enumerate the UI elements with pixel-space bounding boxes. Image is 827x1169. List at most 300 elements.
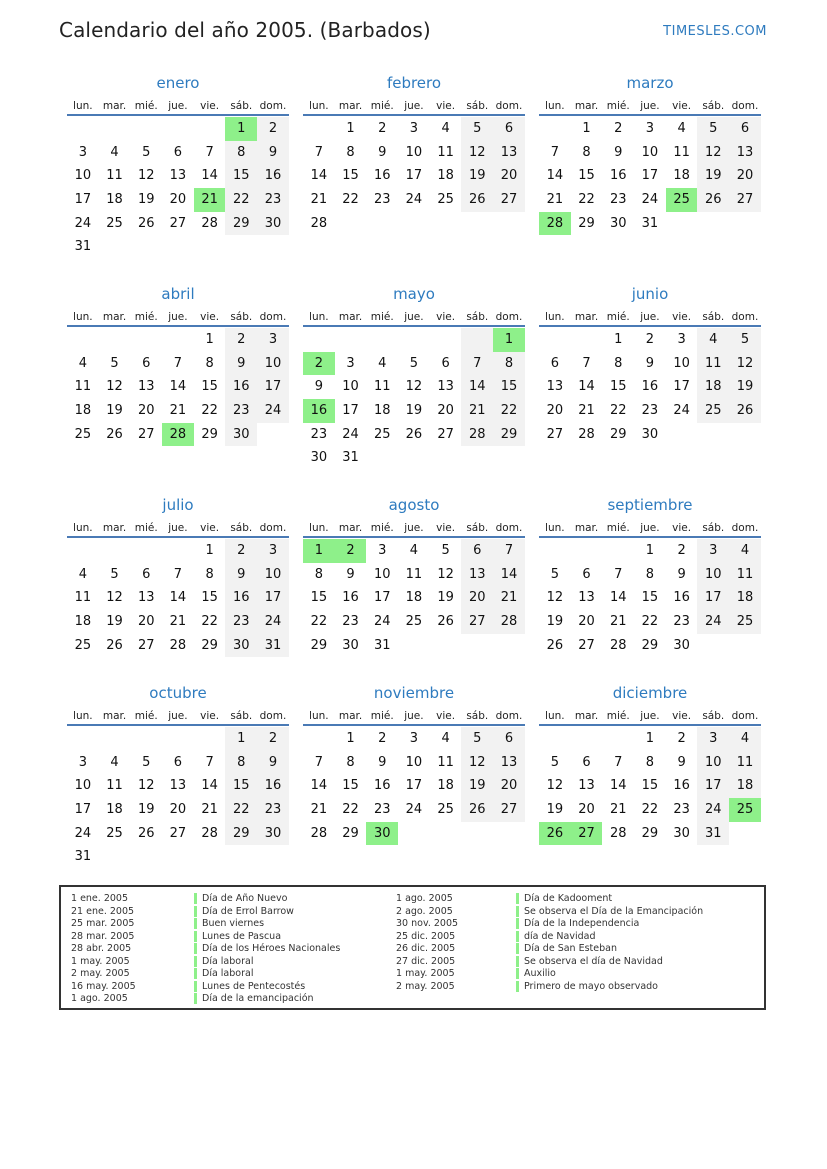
day-cell[interactable]: 23	[257, 798, 289, 822]
day-cell[interactable]: 23	[373, 802, 391, 818]
day-cell[interactable]: 19	[106, 614, 123, 630]
day-cell[interactable]: 31	[373, 637, 391, 653]
day-cell[interactable]: 2	[378, 121, 387, 136]
day-cell[interactable]: 6	[550, 355, 559, 371]
day-cell[interactable]: 27	[169, 825, 187, 841]
day-cell[interactable]: 14	[578, 379, 595, 395]
day-cell[interactable]: 18	[697, 375, 729, 399]
day-cell[interactable]: 17	[405, 168, 423, 184]
day-cell[interactable]: 4	[729, 727, 761, 751]
day-cell[interactable]: 1	[346, 731, 355, 746]
day-cell[interactable]: 3	[257, 539, 289, 563]
day-cell[interactable]: 16	[342, 590, 359, 606]
holiday-day-cell[interactable]: 28	[162, 423, 194, 447]
day-cell[interactable]: 16	[609, 168, 627, 184]
day-cell[interactable]: 3	[697, 727, 729, 751]
day-cell[interactable]: 25	[106, 215, 123, 231]
day-cell[interactable]: 9	[314, 379, 323, 395]
day-cell[interactable]: 8	[582, 144, 591, 160]
day-cell[interactable]: 21	[201, 802, 218, 818]
day-cell[interactable]: 24	[641, 192, 659, 208]
day-cell[interactable]: 14	[201, 168, 218, 184]
day-cell[interactable]: 30	[673, 637, 690, 653]
day-cell[interactable]: 14	[169, 590, 187, 606]
day-cell[interactable]: 11	[74, 590, 92, 606]
day-cell[interactable]: 17	[673, 379, 690, 395]
day-cell[interactable]: 22	[641, 802, 659, 818]
day-cell[interactable]: 6	[493, 727, 525, 751]
day-cell[interactable]: 22	[201, 614, 218, 630]
day-cell[interactable]: 31	[74, 239, 92, 255]
day-cell[interactable]: 24	[405, 192, 423, 208]
day-cell[interactable]: 30	[257, 822, 289, 846]
day-cell[interactable]: 15	[609, 379, 627, 395]
day-cell[interactable]: 23	[673, 802, 690, 818]
day-cell[interactable]: 7	[173, 566, 183, 582]
day-cell[interactable]: 20	[137, 614, 155, 630]
day-cell[interactable]: 26	[137, 215, 155, 231]
day-cell[interactable]: 19	[461, 164, 493, 188]
day-cell[interactable]: 2	[225, 328, 257, 352]
day-cell[interactable]: 31	[257, 634, 289, 658]
day-cell[interactable]: 13	[169, 778, 187, 794]
day-cell[interactable]: 2	[257, 727, 289, 751]
day-cell[interactable]: 29	[225, 212, 257, 236]
day-cell[interactable]: 19	[546, 614, 564, 630]
day-cell[interactable]: 1	[346, 121, 355, 136]
day-cell[interactable]: 20	[729, 164, 761, 188]
day-cell[interactable]: 16	[373, 778, 391, 794]
day-cell[interactable]: 10	[257, 352, 289, 376]
day-cell[interactable]: 11	[74, 379, 92, 395]
day-cell[interactable]: 12	[697, 141, 729, 165]
day-cell[interactable]: 17	[74, 802, 92, 818]
day-cell[interactable]: 5	[110, 355, 119, 371]
day-cell[interactable]: 28	[609, 637, 627, 653]
holiday-day-cell[interactable]: 2	[303, 352, 335, 376]
day-cell[interactable]: 12	[461, 141, 493, 165]
day-cell[interactable]: 29	[201, 426, 218, 442]
day-cell[interactable]: 6	[441, 355, 450, 371]
day-cell[interactable]: 17	[342, 403, 359, 419]
day-cell[interactable]: 21	[546, 192, 564, 208]
day-cell[interactable]: 5	[461, 727, 493, 751]
holiday-day-cell[interactable]: 1	[225, 117, 257, 141]
day-cell[interactable]: 11	[729, 563, 761, 587]
day-cell[interactable]: 22	[578, 192, 595, 208]
day-cell[interactable]: 23	[373, 192, 391, 208]
day-cell[interactable]: 4	[697, 328, 729, 352]
day-cell[interactable]: 4	[378, 355, 387, 371]
day-cell[interactable]: 29	[342, 825, 359, 841]
day-cell[interactable]: 18	[74, 403, 92, 419]
day-cell[interactable]: 7	[461, 352, 493, 376]
day-cell[interactable]: 12	[405, 379, 423, 395]
day-cell[interactable]: 14	[461, 375, 493, 399]
day-cell[interactable]: 6	[173, 754, 183, 770]
day-cell[interactable]: 23	[342, 614, 359, 630]
day-cell[interactable]: 1	[582, 121, 591, 136]
day-cell[interactable]: 19	[729, 375, 761, 399]
day-cell[interactable]: 2	[677, 731, 686, 746]
day-cell[interactable]: 26	[697, 188, 729, 212]
day-cell[interactable]: 5	[142, 754, 151, 770]
day-cell[interactable]: 17	[641, 168, 659, 184]
day-cell[interactable]: 6	[493, 117, 525, 141]
day-cell[interactable]: 22	[493, 399, 525, 423]
day-cell[interactable]: 16	[225, 586, 257, 610]
day-cell[interactable]: 11	[373, 379, 391, 395]
day-cell[interactable]: 6	[173, 144, 183, 160]
day-cell[interactable]: 18	[729, 586, 761, 610]
day-cell[interactable]: 7	[614, 754, 623, 770]
day-cell[interactable]: 13	[578, 778, 595, 794]
day-cell[interactable]: 11	[106, 168, 123, 184]
day-cell[interactable]: 18	[405, 590, 423, 606]
day-cell[interactable]: 10	[697, 563, 729, 587]
day-cell[interactable]: 19	[697, 164, 729, 188]
day-cell[interactable]: 3	[78, 144, 87, 160]
day-cell[interactable]: 8	[614, 355, 623, 371]
day-cell[interactable]: 24	[342, 426, 359, 442]
day-cell[interactable]: 27	[169, 215, 187, 231]
day-cell[interactable]: 19	[137, 192, 155, 208]
day-cell[interactable]: 15	[493, 375, 525, 399]
day-cell[interactable]: 28	[461, 423, 493, 447]
day-cell[interactable]: 21	[310, 192, 328, 208]
day-cell[interactable]: 24	[673, 403, 690, 419]
day-cell[interactable]: 26	[729, 399, 761, 423]
day-cell[interactable]: 27	[546, 426, 564, 442]
day-cell[interactable]: 7	[493, 539, 525, 563]
day-cell[interactable]: 18	[106, 192, 123, 208]
day-cell[interactable]: 2	[257, 117, 289, 141]
day-cell[interactable]: 9	[645, 355, 655, 371]
day-cell[interactable]: 23	[641, 403, 659, 419]
day-cell[interactable]: 10	[673, 355, 690, 371]
day-cell[interactable]: 16	[257, 164, 289, 188]
day-cell[interactable]: 25	[729, 610, 761, 634]
day-cell[interactable]: 5	[550, 754, 559, 770]
day-cell[interactable]: 14	[609, 778, 627, 794]
day-cell[interactable]: 28	[310, 215, 328, 231]
day-cell[interactable]: 29	[201, 637, 218, 653]
day-cell[interactable]: 27	[493, 188, 525, 212]
day-cell[interactable]: 9	[257, 141, 289, 165]
day-cell[interactable]: 13	[729, 141, 761, 165]
day-cell[interactable]: 23	[225, 610, 257, 634]
day-cell[interactable]: 24	[697, 610, 729, 634]
day-cell[interactable]: 25	[437, 802, 454, 818]
day-cell[interactable]: 16	[641, 379, 659, 395]
day-cell[interactable]: 5	[142, 144, 151, 160]
day-cell[interactable]: 28	[578, 426, 595, 442]
day-cell[interactable]: 17	[74, 192, 92, 208]
day-cell[interactable]: 5	[550, 566, 559, 582]
day-cell[interactable]: 1	[225, 727, 257, 751]
day-cell[interactable]: 3	[346, 355, 355, 371]
holiday-day-cell[interactable]: 21	[194, 188, 226, 212]
day-cell[interactable]: 29	[641, 637, 659, 653]
day-cell[interactable]: 25	[405, 614, 423, 630]
holiday-day-cell[interactable]: 25	[729, 798, 761, 822]
day-cell[interactable]: 28	[310, 825, 328, 841]
day-cell[interactable]: 15	[578, 168, 595, 184]
day-cell[interactable]: 11	[673, 144, 690, 160]
day-cell[interactable]: 20	[493, 164, 525, 188]
day-cell[interactable]: 26	[461, 188, 493, 212]
day-cell[interactable]: 31	[697, 822, 729, 846]
day-cell[interactable]: 9	[378, 754, 387, 770]
day-cell[interactable]: 12	[437, 566, 454, 582]
day-cell[interactable]: 5	[409, 355, 419, 371]
day-cell[interactable]: 26	[437, 614, 454, 630]
day-cell[interactable]: 15	[342, 168, 359, 184]
day-cell[interactable]: 12	[546, 778, 564, 794]
day-cell[interactable]: 3	[257, 328, 289, 352]
day-cell[interactable]: 9	[225, 563, 257, 587]
day-cell[interactable]: 14	[609, 590, 627, 606]
day-cell[interactable]: 21	[578, 403, 595, 419]
day-cell[interactable]: 27	[461, 610, 493, 634]
day-cell[interactable]: 13	[493, 751, 525, 775]
day-cell[interactable]: 6	[582, 566, 591, 582]
day-cell[interactable]: 13	[493, 141, 525, 165]
day-cell[interactable]: 3	[78, 754, 87, 770]
day-cell[interactable]: 25	[74, 637, 92, 653]
day-cell[interactable]: 20	[169, 192, 187, 208]
day-cell[interactable]: 13	[461, 563, 493, 587]
day-cell[interactable]: 26	[546, 637, 564, 653]
day-cell[interactable]: 14	[546, 168, 564, 184]
day-cell[interactable]: 23	[257, 188, 289, 212]
day-cell[interactable]: 14	[310, 168, 328, 184]
day-cell[interactable]: 2	[645, 332, 655, 347]
day-cell[interactable]: 9	[225, 352, 257, 376]
day-cell[interactable]: 7	[550, 144, 559, 160]
day-cell[interactable]: 9	[614, 144, 623, 160]
day-cell[interactable]: 22	[310, 614, 328, 630]
day-cell[interactable]: 28	[609, 825, 627, 841]
day-cell[interactable]: 26	[405, 426, 423, 442]
day-cell[interactable]: 19	[405, 403, 423, 419]
day-cell[interactable]: 6	[142, 566, 151, 582]
holiday-day-cell[interactable]: 1	[493, 328, 525, 352]
day-cell[interactable]: 15	[641, 590, 659, 606]
day-cell[interactable]: 8	[346, 754, 355, 770]
day-cell[interactable]: 18	[673, 168, 690, 184]
day-cell[interactable]: 12	[106, 379, 123, 395]
day-cell[interactable]: 3	[645, 121, 655, 136]
day-cell[interactable]: 20	[578, 614, 595, 630]
day-cell[interactable]: 20	[493, 774, 525, 798]
day-cell[interactable]: 14	[169, 379, 187, 395]
day-cell[interactable]: 7	[582, 355, 591, 371]
day-cell[interactable]: 14	[493, 563, 525, 587]
day-cell[interactable]: 24	[74, 825, 92, 841]
day-cell[interactable]: 13	[578, 590, 595, 606]
day-cell[interactable]: 12	[546, 590, 564, 606]
day-cell[interactable]: 29	[609, 426, 627, 442]
day-cell[interactable]: 4	[409, 543, 419, 558]
day-cell[interactable]: 16	[673, 778, 690, 794]
day-cell[interactable]: 1	[205, 543, 214, 558]
day-cell[interactable]: 20	[546, 403, 564, 419]
day-cell[interactable]: 11	[697, 352, 729, 376]
day-cell[interactable]: 18	[437, 778, 454, 794]
day-cell[interactable]: 21	[310, 802, 328, 818]
day-cell[interactable]: 7	[173, 355, 183, 371]
day-cell[interactable]: 22	[225, 188, 257, 212]
day-cell[interactable]: 24	[405, 802, 423, 818]
day-cell[interactable]: 5	[697, 117, 729, 141]
day-cell[interactable]: 31	[74, 849, 92, 865]
day-cell[interactable]: 12	[137, 778, 155, 794]
day-cell[interactable]: 28	[201, 215, 218, 231]
holiday-day-cell[interactable]: 28	[539, 212, 571, 236]
day-cell[interactable]: 8	[314, 566, 323, 582]
day-cell[interactable]: 3	[378, 543, 387, 558]
day-cell[interactable]: 10	[257, 563, 289, 587]
day-cell[interactable]: 17	[697, 586, 729, 610]
day-cell[interactable]: 16	[257, 774, 289, 798]
day-cell[interactable]: 17	[697, 774, 729, 798]
day-cell[interactable]: 31	[641, 215, 659, 231]
day-cell[interactable]: 23	[673, 614, 690, 630]
day-cell[interactable]: 27	[137, 637, 155, 653]
day-cell[interactable]: 18	[437, 168, 454, 184]
day-cell[interactable]: 29	[225, 822, 257, 846]
day-cell[interactable]: 10	[697, 751, 729, 775]
day-cell[interactable]: 9	[677, 754, 686, 770]
day-cell[interactable]: 11	[729, 751, 761, 775]
day-cell[interactable]: 15	[201, 379, 218, 395]
holiday-day-cell[interactable]: 30	[366, 822, 398, 846]
day-cell[interactable]: 21	[169, 614, 187, 630]
day-cell[interactable]: 15	[310, 590, 328, 606]
day-cell[interactable]: 24	[74, 215, 92, 231]
day-cell[interactable]: 25	[697, 399, 729, 423]
day-cell[interactable]: 30	[673, 825, 690, 841]
day-cell[interactable]: 27	[493, 798, 525, 822]
day-cell[interactable]: 22	[201, 403, 218, 419]
day-cell[interactable]: 10	[405, 754, 423, 770]
day-cell[interactable]: 5	[441, 543, 450, 558]
day-cell[interactable]: 15	[641, 778, 659, 794]
day-cell[interactable]: 27	[578, 637, 595, 653]
day-cell[interactable]: 24	[373, 614, 391, 630]
day-cell[interactable]: 30	[257, 212, 289, 236]
day-cell[interactable]: 8	[205, 355, 214, 371]
day-cell[interactable]: 30	[310, 450, 328, 466]
day-cell[interactable]: 17	[405, 778, 423, 794]
day-cell[interactable]: 24	[257, 610, 289, 634]
day-cell[interactable]: 12	[106, 590, 123, 606]
day-cell[interactable]: 17	[257, 375, 289, 399]
day-cell[interactable]: 4	[78, 355, 87, 371]
day-cell[interactable]: 16	[225, 375, 257, 399]
day-cell[interactable]: 14	[310, 778, 328, 794]
day-cell[interactable]: 6	[142, 355, 151, 371]
day-cell[interactable]: 16	[673, 590, 690, 606]
day-cell[interactable]: 25	[373, 426, 391, 442]
day-cell[interactable]: 5	[110, 566, 119, 582]
day-cell[interactable]: 20	[137, 403, 155, 419]
day-cell[interactable]: 6	[461, 539, 493, 563]
day-cell[interactable]: 29	[641, 825, 659, 841]
day-cell[interactable]: 2	[677, 543, 686, 558]
day-cell[interactable]: 11	[405, 566, 423, 582]
day-cell[interactable]: 19	[437, 590, 454, 606]
day-cell[interactable]: 8	[645, 566, 655, 582]
day-cell[interactable]: 7	[314, 754, 323, 770]
day-cell[interactable]: 13	[137, 590, 155, 606]
day-cell[interactable]: 30	[225, 423, 257, 447]
day-cell[interactable]: 4	[441, 121, 450, 136]
day-cell[interactable]: 9	[677, 566, 686, 582]
day-cell[interactable]: 15	[201, 590, 218, 606]
day-cell[interactable]: 2	[225, 539, 257, 563]
day-cell[interactable]: 30	[641, 426, 659, 442]
day-cell[interactable]: 20	[461, 586, 493, 610]
day-cell[interactable]: 13	[169, 168, 187, 184]
holiday-day-cell[interactable]: 25	[666, 188, 698, 212]
day-cell[interactable]: 21	[609, 802, 627, 818]
day-cell[interactable]: 28	[169, 637, 187, 653]
holiday-day-cell[interactable]: 26	[539, 822, 571, 846]
day-cell[interactable]: 12	[137, 168, 155, 184]
day-cell[interactable]: 13	[437, 379, 454, 395]
day-cell[interactable]: 26	[461, 798, 493, 822]
day-cell[interactable]: 25	[106, 825, 123, 841]
day-cell[interactable]: 8	[205, 566, 214, 582]
day-cell[interactable]: 9	[257, 751, 289, 775]
day-cell[interactable]: 23	[609, 192, 627, 208]
day-cell[interactable]: 10	[74, 778, 92, 794]
day-cell[interactable]: 4	[110, 144, 119, 160]
day-cell[interactable]: 10	[405, 144, 423, 160]
day-cell[interactable]: 5	[461, 117, 493, 141]
day-cell[interactable]: 18	[106, 802, 123, 818]
day-cell[interactable]: 3	[677, 332, 686, 347]
day-cell[interactable]: 6	[729, 117, 761, 141]
day-cell[interactable]: 3	[409, 121, 419, 136]
day-cell[interactable]: 8	[225, 141, 257, 165]
day-cell[interactable]: 13	[546, 379, 564, 395]
day-cell[interactable]: 12	[729, 352, 761, 376]
day-cell[interactable]: 2	[614, 121, 623, 136]
day-cell[interactable]: 21	[169, 403, 187, 419]
day-cell[interactable]: 31	[342, 450, 359, 466]
day-cell[interactable]: 13	[137, 379, 155, 395]
day-cell[interactable]: 8	[493, 352, 525, 376]
day-cell[interactable]: 18	[74, 614, 92, 630]
day-cell[interactable]: 29	[493, 423, 525, 447]
day-cell[interactable]: 1	[205, 332, 214, 347]
day-cell[interactable]: 23	[225, 399, 257, 423]
day-cell[interactable]: 1	[645, 731, 655, 746]
day-cell[interactable]: 22	[609, 403, 627, 419]
day-cell[interactable]: 11	[437, 754, 454, 770]
day-cell[interactable]: 7	[314, 144, 323, 160]
day-cell[interactable]: 30	[342, 637, 359, 653]
holiday-day-cell[interactable]: 27	[571, 822, 603, 846]
day-cell[interactable]: 26	[106, 426, 123, 442]
day-cell[interactable]: 18	[729, 774, 761, 798]
day-cell[interactable]: 21	[461, 399, 493, 423]
day-cell[interactable]: 3	[697, 539, 729, 563]
day-cell[interactable]: 21	[493, 586, 525, 610]
